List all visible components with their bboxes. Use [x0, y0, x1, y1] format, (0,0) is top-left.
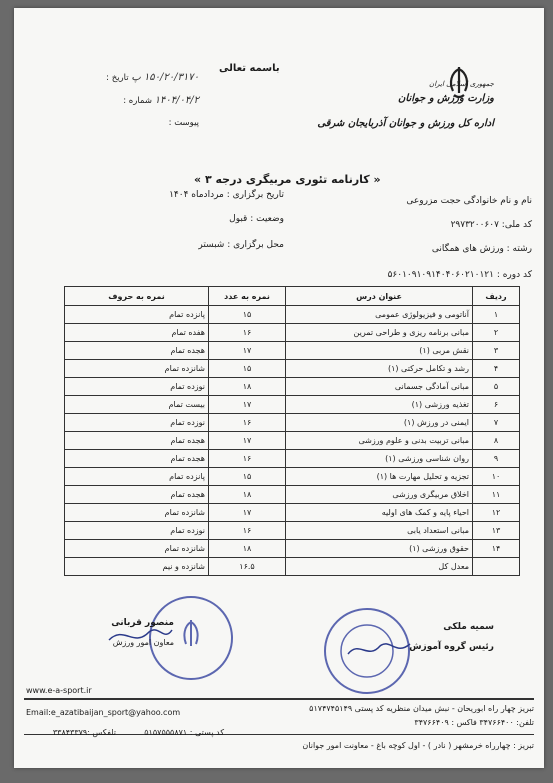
course-title: روان شناسی ورزشی (۱) [286, 450, 473, 468]
average-spacer [473, 558, 520, 576]
number-row [39, 95, 199, 106]
row-number: ۹ [473, 450, 520, 468]
grades-body [65, 306, 520, 558]
left-signer-title: معاون امور ورزش [112, 638, 174, 647]
ministry-line-3: اداره کل ورزش و جوانان آذربایجان شرقی [317, 118, 494, 129]
table-row [65, 522, 520, 540]
table-row [65, 360, 520, 378]
row-number: ۱۴ [473, 540, 520, 558]
score-words: شانزده تمام [65, 360, 209, 378]
score-words: نوزده تمام [65, 522, 209, 540]
course-location: محل برگزاری : شبستر [198, 240, 284, 250]
attachment-label: پیوست : [168, 118, 199, 128]
table-row [65, 468, 520, 486]
row-number: ۷ [473, 414, 520, 432]
col-title-header: عنوان درس [286, 287, 473, 306]
course-title: احیاء پایه و کمک های اولیه [286, 504, 473, 522]
table-row [65, 396, 520, 414]
score-number: ۱۸ [209, 486, 286, 504]
score-number: ۱۶ [209, 414, 286, 432]
row-number: ۳ [473, 342, 520, 360]
score-number: ۱۶ [209, 324, 286, 342]
right-signature [344, 636, 414, 666]
number-label: شماره : [123, 96, 152, 106]
score-number: ۱۵ [209, 360, 286, 378]
course-code: کد دوره : ۵۶۰۱۰۹۱۰۹۱۴۰۴۰۶۰۲۱۰۱۲۱ [387, 270, 532, 280]
grades-table [64, 286, 520, 576]
row-number: ۸ [473, 432, 520, 450]
course-title: تغذیه ورزشی (۱) [286, 396, 473, 414]
footer-fax-2: تلفکس :۳۳۸۴۳۳۷۹ [52, 728, 116, 737]
table-row [65, 504, 520, 522]
table-row [65, 486, 520, 504]
average-row [65, 558, 520, 576]
footer-address-2: تبریز : چهارراه خرمشهر ( نادر ) - اول کوچه باغ - معاونت امور جوانان [302, 741, 534, 750]
table-row [65, 342, 520, 360]
national-code: کد ملی: ۲۹۷۳۲۰۰۶۰۷ [450, 220, 532, 230]
course-title: مبانی آمادگی جسمانی [286, 378, 473, 396]
course-title: مبانی برنامه ریزی و طراحی تمرین [286, 324, 473, 342]
table-row [65, 540, 520, 558]
average-value: ۱۶.۵ [209, 558, 286, 576]
course-title: مبانی تربیت بدنی و علوم ورزشی [286, 432, 473, 450]
score-number: ۱۵ [209, 306, 286, 324]
score-number: ۱۷ [209, 396, 286, 414]
row-number: ۶ [473, 396, 520, 414]
row-number: ۱۲ [473, 504, 520, 522]
row-number: ۵ [473, 378, 520, 396]
average-words: شانزده و نیم [65, 558, 209, 576]
footer-phone: تلفن: ۳۴۷۶۶۴۰۰ فاکس : ۳۴۷۶۶۴۰۹ [414, 718, 534, 727]
attachment-row [39, 118, 199, 128]
score-number: ۱۶ [209, 522, 286, 540]
ministry-line-2: وزارت ورزش و جوانان [398, 93, 494, 104]
row-number: ۱۳ [473, 522, 520, 540]
score-words: هجده تمام [65, 486, 209, 504]
table-header-row [65, 287, 520, 306]
right-signer-name: سمیه ملکی [443, 622, 494, 632]
score-words: هجده تمام [65, 450, 209, 468]
left-signature [104, 620, 174, 650]
score-number: ۱۸ [209, 540, 286, 558]
course-title: مبانی استعداد یابی [286, 522, 473, 540]
table-row [65, 324, 520, 342]
row-number: ۱۱ [473, 486, 520, 504]
table-row [65, 432, 520, 450]
score-words: پانزده تمام [65, 468, 209, 486]
score-words: نوزده تمام [65, 414, 209, 432]
col-score-header: نمره به عدد [209, 287, 286, 306]
score-number: ۱۷ [209, 342, 286, 360]
score-number: ۱۵ [209, 468, 286, 486]
footer-website: www.e-a-sport.ir [26, 686, 92, 695]
field-name: رشته : ورزش های همگانی [431, 244, 532, 254]
course-title: اخلاق مربیگری ورزشی [286, 486, 473, 504]
footer-address-1: تبریز چهار راه ابوریحان - نبش میدان منظریه کد پستی ۵۱۷۴۷۴۵۱۴۹ [309, 704, 534, 713]
footer-email: Email:e_azatibaijan_sport@yahoo.com [26, 708, 181, 717]
row-number: ۱۰ [473, 468, 520, 486]
score-number: ۱۷ [209, 432, 286, 450]
date-value: ۱۵۰/۲۰/۳۱۷۰ پ [131, 72, 199, 83]
date-label: تاریخ : [106, 73, 129, 83]
course-title: آناتومی و فیزیولوژی عمومی [286, 306, 473, 324]
score-words: هفده تمام [65, 324, 209, 342]
score-number: ۱۷ [209, 504, 286, 522]
table-row [65, 378, 520, 396]
score-words: شانزده تمام [65, 540, 209, 558]
course-title: رشد و تکامل حرکتی (۱) [286, 360, 473, 378]
course-title: حقوق ورزشی (۱) [286, 540, 473, 558]
score-words: نوزده تمام [65, 378, 209, 396]
score-words: شانزده تمام [65, 504, 209, 522]
row-number: ۴ [473, 360, 520, 378]
ministry-line-1: جمهوری اسلامی ایران [429, 80, 494, 88]
course-date: تاریخ برگزاری : مردادماه ۱۴۰۴ [169, 190, 284, 200]
certificate-sheet [14, 8, 544, 768]
course-title: نقش مربی (۱) [286, 342, 473, 360]
row-number: ۱ [473, 306, 520, 324]
footer-postal-2: کد پستی : ۵۱۵۷۵۵۵۸۷۱ [144, 728, 224, 737]
col-words-header: نمره به حروف [65, 287, 209, 306]
row-number: ۲ [473, 324, 520, 342]
document-title: « کارنامه تئوری مربیگری درجه ۳ » [194, 173, 381, 186]
score-words: هجده تمام [65, 432, 209, 450]
number-value: ۱۴۰۴/۰۴/۲ [154, 95, 199, 106]
table-row [65, 414, 520, 432]
score-words: پانزده تمام [65, 306, 209, 324]
table-row [65, 450, 520, 468]
left-signer-name: منصور قربانی [111, 618, 174, 628]
score-words: بیست تمام [65, 396, 209, 414]
date-row [39, 72, 199, 83]
table-row [65, 306, 520, 324]
result-status: وضعیت : قبول [229, 214, 284, 224]
score-number: ۱۶ [209, 450, 286, 468]
average-label: معدل کل [286, 558, 473, 576]
course-title: ایمنی در ورزش (۱) [286, 414, 473, 432]
header-title: باسمه تعالی [219, 63, 280, 74]
student-name: نام و نام خانوادگی حجت مزروعی [406, 196, 532, 206]
right-signer-title: رئیس گروه آموزش [409, 642, 494, 652]
score-words: هجده تمام [65, 342, 209, 360]
score-number: ۱۸ [209, 378, 286, 396]
col-row-header: ردیف [473, 287, 520, 306]
course-title: تجزیه و تحلیل مهارت ها (۱) [286, 468, 473, 486]
footer-divider [24, 698, 534, 700]
